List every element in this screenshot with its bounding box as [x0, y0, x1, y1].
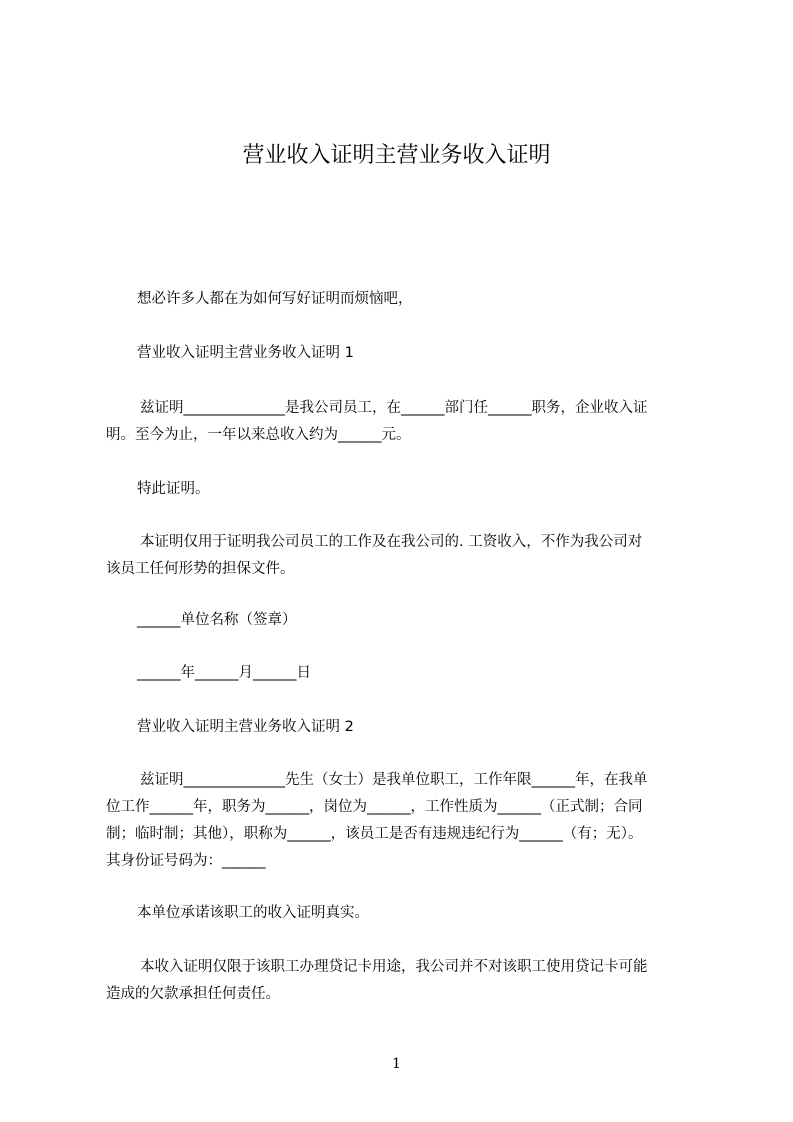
- certificate-2-line-2: 位工作______年，职务为______，岗位为______，工作性质为______（正式制；合同: [106, 799, 643, 815]
- date-line: [106, 660, 702, 687]
- certificate-1-line-2: 明。至今为止，一年以来总收入约为______元。: [106, 427, 411, 443]
- section-heading-1: [106, 340, 702, 367]
- certificate-2-line-3: 制；临时制；其他），职称为______，该员工是否有违规违纪行为______（有；无）。: [106, 826, 643, 842]
- limitation-line-1: 本收入证明仅限于该职工办理贷记卡用途，我公司并不对该职工使用贷记卡可能: [140, 959, 648, 975]
- limitation-paragraph: [106, 954, 702, 1008]
- intro-text: 想必许多人都在为如何写好证明而烦恼吧，: [137, 291, 413, 307]
- usage-paragraph: [106, 529, 702, 583]
- limitation-line-2: 造成的欠款承担任何责任。: [106, 986, 280, 1002]
- certificate-2-line-4: 其身份证号码为：______: [106, 853, 266, 869]
- section-heading-2: [106, 714, 702, 741]
- page-number: 1: [392, 1056, 401, 1072]
- special-statement: [106, 476, 702, 503]
- unit-signature-text: ______单位名称（签章）: [137, 612, 297, 628]
- special-statement-text: 特此证明。: [137, 481, 210, 497]
- unit-signature-line: [106, 607, 702, 634]
- certificate-1-line-1: 兹证明______________是我公司员工，在______部门任______职务，企业收入证: [140, 400, 648, 416]
- certificate-2-line-1: 兹证明______________先生（女士）是我单位职工，工作年限______年，在我单: [140, 772, 648, 788]
- certificate-2-paragraph: [106, 767, 702, 875]
- promise-text: 本单位承诺该职工的收入证明真实。: [137, 905, 369, 921]
- certificate-1-paragraph: [106, 395, 702, 449]
- usage-line-2: 该员工任何形势的担保文件。: [106, 561, 295, 577]
- date-text: ______年______月______日: [137, 665, 311, 681]
- intro-paragraph: [106, 286, 702, 313]
- document-title: 营业收入证明主营业务收入证明: [242, 143, 551, 168]
- usage-line-1: 本证明仅用于证明我公司员工的工作及在我公司的. 工资收入，不作为我公司对: [140, 534, 643, 550]
- promise-paragraph: [106, 900, 702, 927]
- heading-2-text: 营业收入证明主营业务收入证明 2: [137, 719, 354, 735]
- heading-1-text: 营业收入证明主营业务收入证明 1: [137, 345, 354, 361]
